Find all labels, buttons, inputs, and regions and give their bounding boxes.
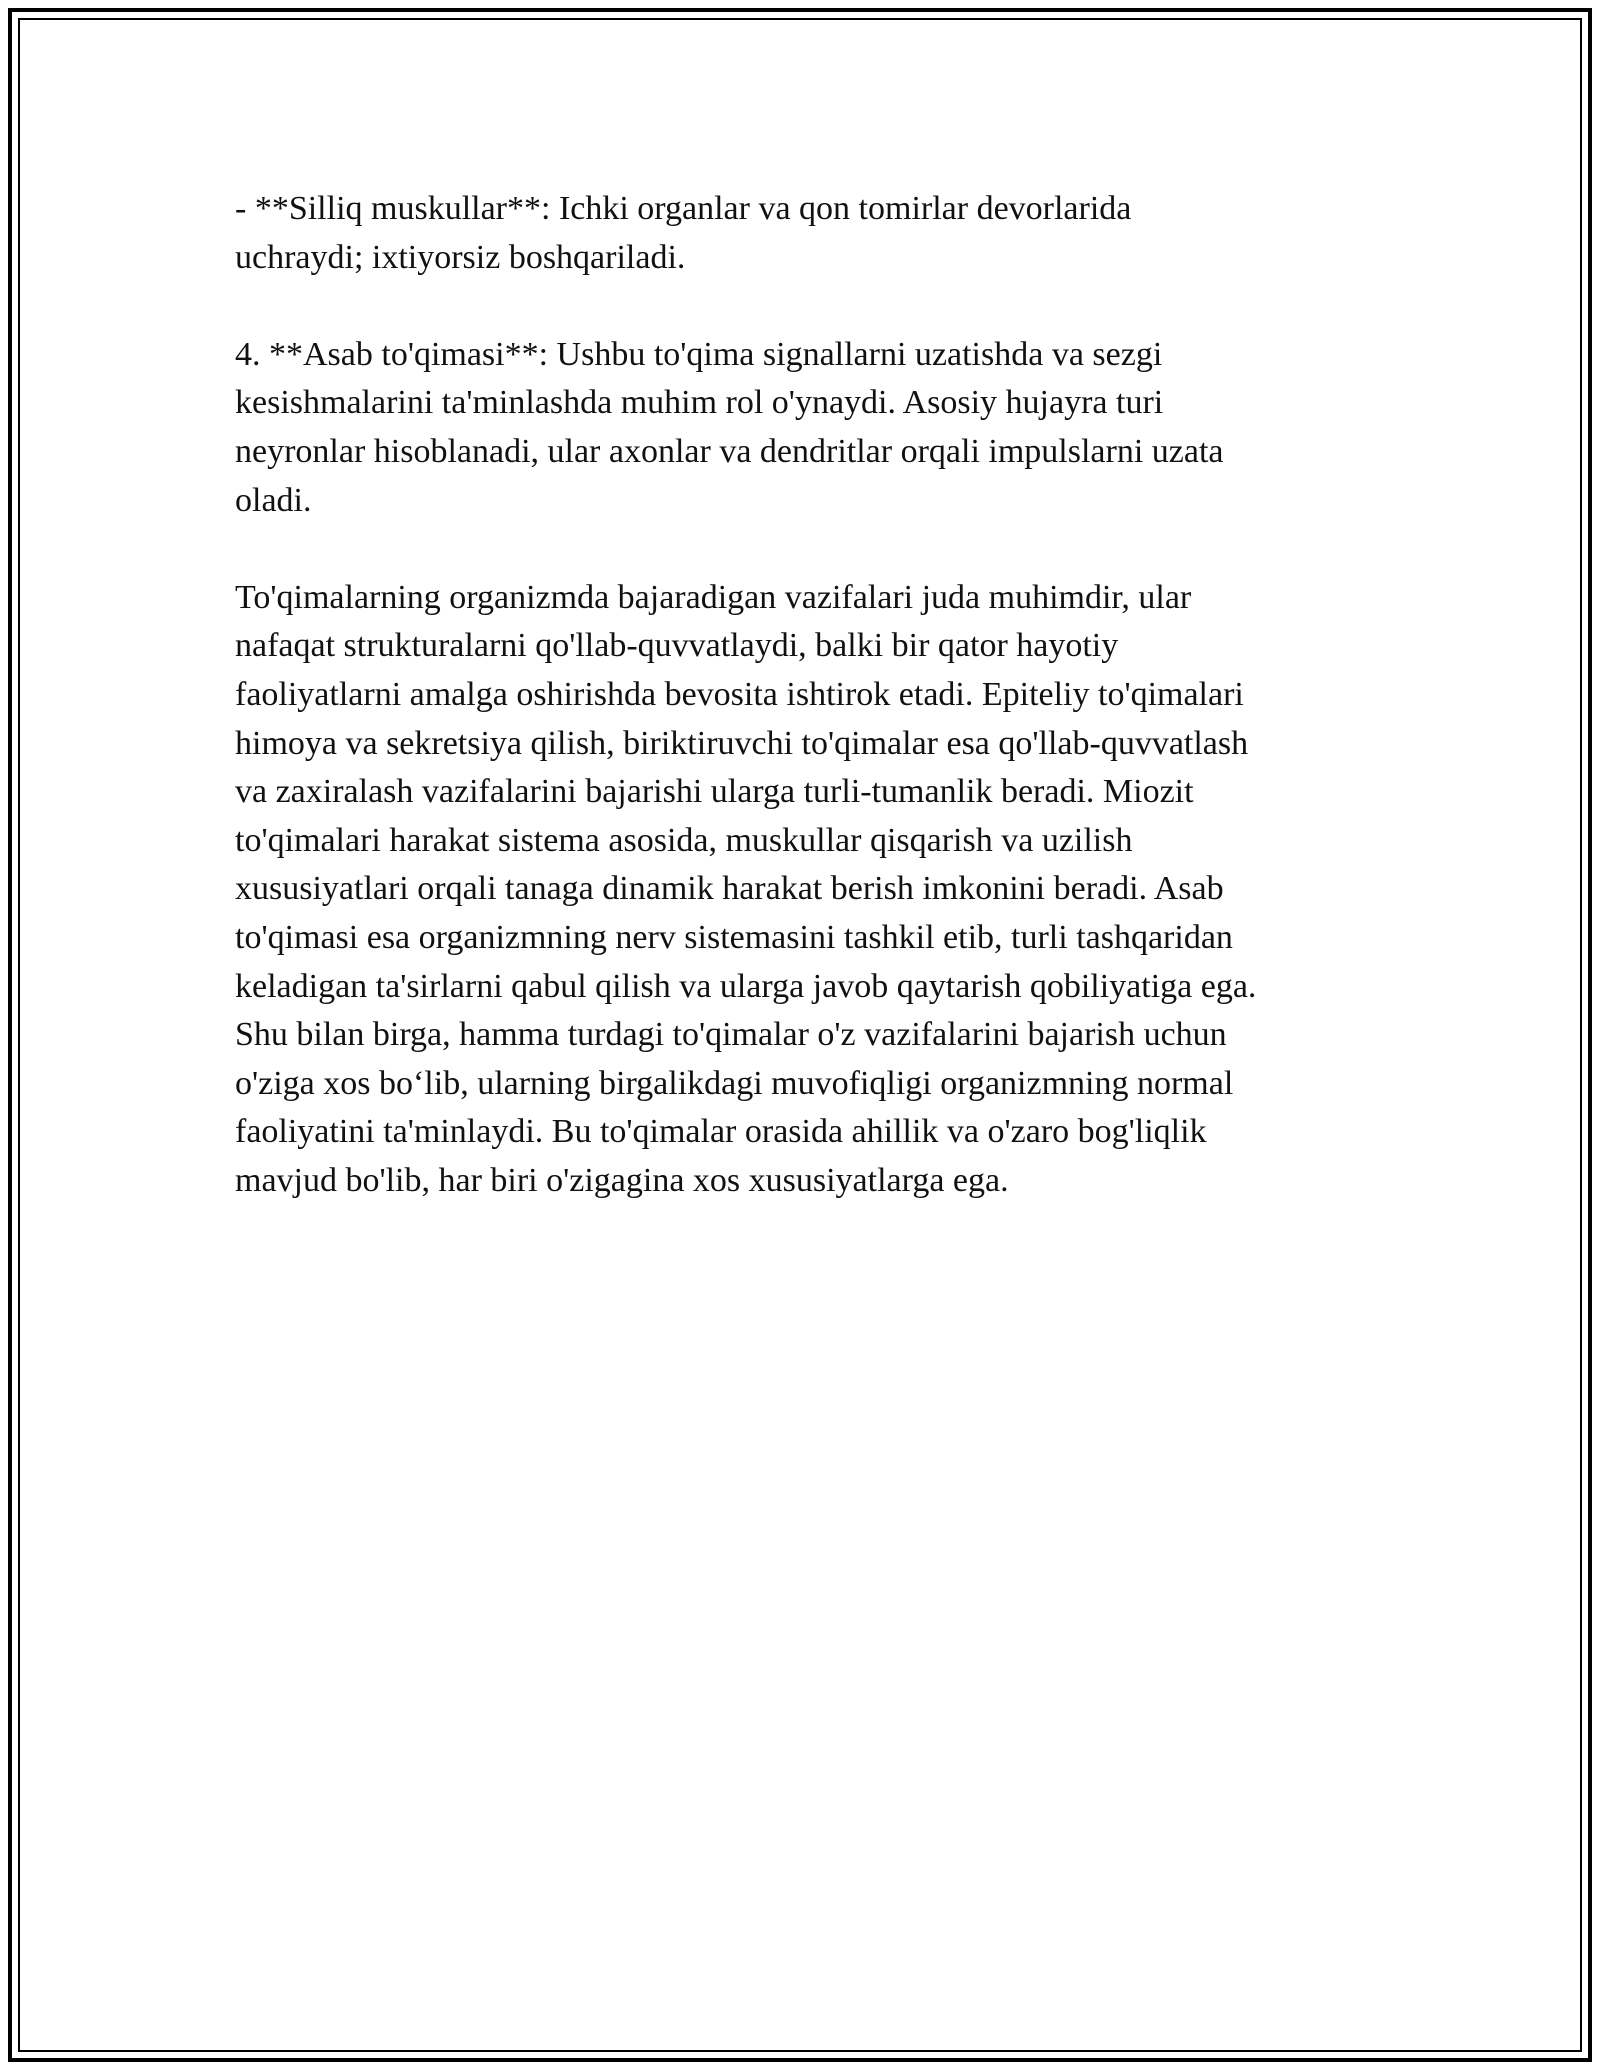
document-body (235, 185, 1365, 1205)
paragraph-smooth-muscles: - **Silliq muskullar**: Ichki organlar va qon tomirlar devorlarida uchraydi; ixtiyorsiz boshqariladi. (235, 190, 1132, 276)
paragraph-spacer (235, 282, 1365, 331)
paragraph-tissue-functions: To'qimalarning organizmda bajaradigan vazifalari juda muhimdir, ular nafaqat strukturalarni qo'llab-quvvatlaydi, balki bir qator hayotiy faoliyatlarni amalga oshirishda bevosita ishtirok etadi. Epiteliy to'qimalari himoya va sekretsiya qilish, biriktiruvchi to'qimalar esa qo'llab-quvvatlash va zaxiralash vazifalarini bajarishi ularga turli-tumanlik beradi. Miozit to'qimalari harakat sistema asosida, muskullar qisqarish va uzilish xususiyatlari orqali tanaga dinamik harakat berish imkonini beradi. Asab to'qimasi esa organizmning nerv sistemasini tashkil etib, turli tashqaridan keladigan ta'sirlarni qabul qilish va ularga javob qaytarish qobiliyatiga ega. Shu bilan birga, hamma turdagi to'qimalar o'z vazifalarini bajarish uchun o'ziga xos bo‘lib, ularning birgalikdagi muvofiqligi organizmning normal faoliyatini ta'minlaydi. Bu to'qimalar orasida ahillik va o'zaro bog'liqlik mavjud bo'lib, har biri o'zigagina xos xususiyatlarga ega. (235, 578, 1257, 1199)
paragraph-nervous-tissue: 4. **Asab to'qimasi**: Ushbu to'qima signallarni uzatishda va sezgi kesishmalarini ta'minlashda muhim rol o'ynaydi. Asosiy hujayra turi neyronlar hisoblanadi, ular axonlar va dendritlar orqali impulslarni uzata oladi. (235, 335, 1224, 519)
paragraph-spacer (235, 525, 1365, 574)
